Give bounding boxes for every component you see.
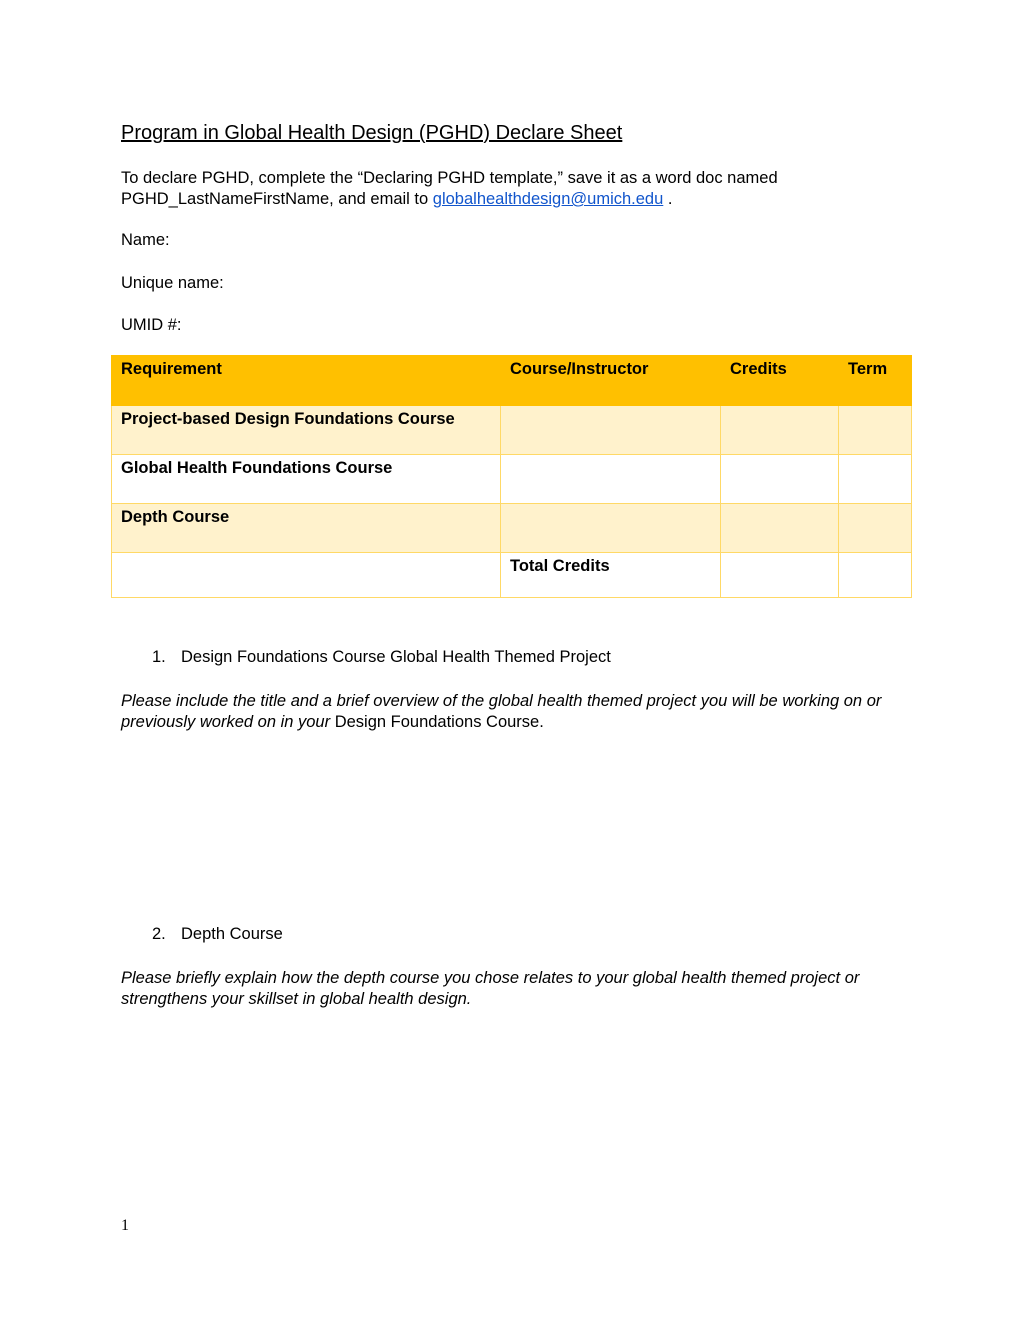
table-row	[112, 455, 912, 504]
page-number: 1	[121, 1217, 129, 1234]
requirement-cell: Global Health Foundations Course	[112, 455, 501, 504]
intro-text: To declare PGHD, complete the “Declaring PGHD template,” save it as a word doc named PGHD_LastNameFirstName, and email to	[121, 169, 778, 208]
requirements-table	[111, 355, 912, 598]
list-number: 1.	[152, 648, 166, 666]
table-row	[112, 406, 912, 455]
requirement-cell: Project-based Design Foundations Course	[112, 406, 501, 455]
email-link[interactable]: globalhealthdesign@umich.edu	[432, 190, 664, 208]
course-instructor-cell[interactable]	[501, 455, 721, 504]
term-cell[interactable]	[839, 504, 912, 553]
section-heading-2	[152, 925, 283, 944]
total-term-cell[interactable]	[839, 553, 912, 598]
section-heading-text: Design Foundations Course Global Health Themed Project	[181, 648, 611, 666]
name-field-label: Name:	[121, 231, 170, 249]
prompt-italic-text: Please briefly explain how the depth course you chose relates to your global health themed project or strengthens your skillset in global health design.	[121, 969, 860, 1008]
term-cell[interactable]	[839, 455, 912, 504]
credits-cell[interactable]	[721, 406, 839, 455]
course-instructor-cell[interactable]	[501, 406, 721, 455]
page-title: Program in Global Health Design (PGHD) Declare Sheet	[121, 122, 623, 144]
header-credits: Credits	[721, 356, 839, 406]
umid-field-label: UMID #:	[121, 316, 182, 334]
credits-cell[interactable]	[721, 455, 839, 504]
header-term: Term	[839, 356, 912, 406]
empty-cell	[112, 553, 501, 598]
header-course-instructor: Course/Instructor	[501, 356, 721, 406]
total-credits-cell[interactable]	[721, 553, 839, 598]
section-heading-text: Depth Course	[181, 925, 283, 943]
intro-paragraph	[121, 168, 901, 210]
term-cell[interactable]	[839, 406, 912, 455]
prompt-plain-text: Design Foundations Course.	[330, 713, 544, 731]
section-prompt-2	[121, 968, 901, 1010]
list-number: 2.	[152, 925, 166, 943]
section-prompt-1	[121, 691, 901, 733]
table-header-row	[112, 356, 912, 406]
course-instructor-cell[interactable]	[501, 504, 721, 553]
header-requirement: Requirement	[112, 356, 501, 406]
table-row	[112, 504, 912, 553]
table-row-total	[112, 553, 912, 598]
unique-name-field-label: Unique name:	[121, 274, 224, 292]
section-heading-1	[152, 648, 611, 667]
requirement-cell: Depth Course	[112, 504, 501, 553]
intro-text-end: .	[663, 190, 673, 208]
total-credits-label: Total Credits	[501, 553, 721, 598]
prompt-italic-text: Please include the title and a brief overview of the global health themed project you will be working on or previously worked on in your	[121, 692, 882, 731]
credits-cell[interactable]	[721, 504, 839, 553]
